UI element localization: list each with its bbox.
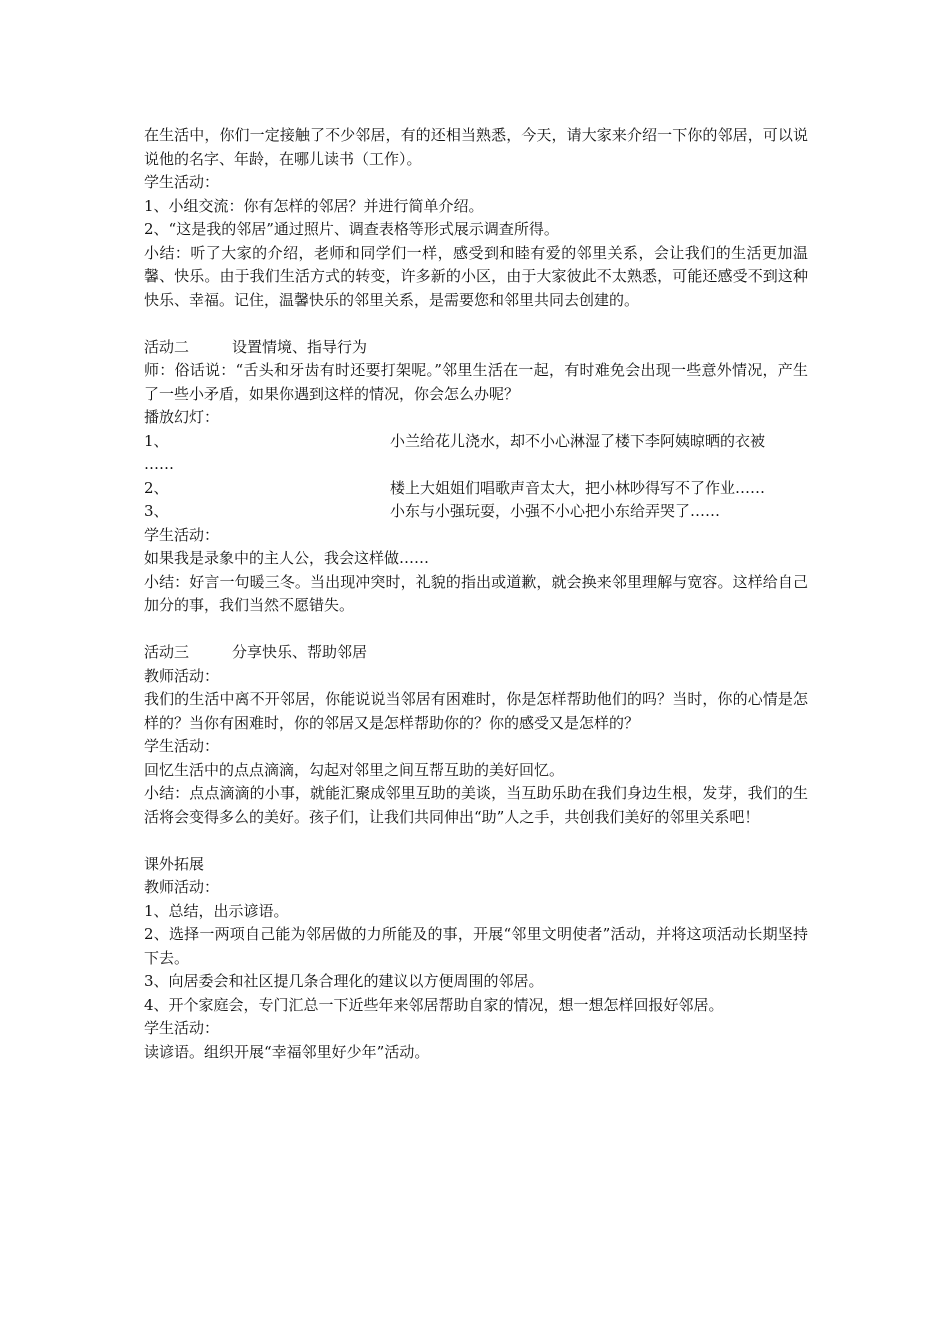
teacher-activity-label: 教师活动： [144,666,220,685]
intro-paragraph: 在生活中，你们一定接触了不少邻居，有的还相当熟悉，今天，请大家来介绍一下你的邻居，可以说说他的名字、年龄，在哪儿读书（工作）。 [144,126,808,168]
list-item: 1、总结，出示谚语。 [144,901,289,920]
teacher-activity-text: 我们的生活中离不开邻居，你能说说当邻居有困难时，你是怎样帮助他们的吗？当时，你的心情是怎样的？当你有困难时，你的邻居又是怎样帮助你的？你的感受又是怎样的？ [144,690,808,732]
spacer [144,829,808,853]
summary-paragraph: 小结：好言一句暖三冬。当出现冲突时，礼貌的指出或道歉，就会换来邻里理解与宽容。这样给自己加分的事，我们当然不愿错失。 [144,572,808,614]
slide-item [144,477,808,501]
slide-item [144,430,808,454]
teacher-activity-label: 教师活动： [144,878,220,896]
slide-number: 1、 [144,431,169,450]
list-item: 1、小组交流：你有怎样的邻居？并进行简单介绍。 [144,196,484,215]
slide-text: 小兰给花儿浇水，却不小心淋湿了楼下李阿姨晾晒的衣被 [390,431,766,450]
list-item: 4、开个家庭会，专门汇总一下近些年来邻居帮助自家的情况，想一想怎样回报好邻居。 [144,995,724,1014]
slide-item [144,500,808,524]
activity3-label: 活动三 [144,643,190,661]
student-activity-label: 学生活动： [144,173,220,191]
extension-heading: 课外拓展 [144,854,205,873]
student-activity-label: 学生活动： [144,737,220,755]
activity2-title: 设置情境、指导行为 [232,337,368,356]
slide-continuation: …… [144,455,174,473]
summary-paragraph: 小结：点点滴滴的小事，就能汇聚成邻里互助的美谈，当互助乐助在我们身边生根，发芽，我们的生活将会变得多么的美好。孩子们，让我们共同伸出“助”人之手，共创我们美好的邻里关系吧！ [144,784,808,826]
slide-text: 小东与小强玩耍，小强不小心把小东给弄哭了…… [390,502,721,520]
spacer [144,312,808,336]
list-item: 2、选择一两项自己能为邻居做的力所能及的事，开展“邻里文明使者”活动，并将这项活动长期坚持下去。 [144,925,808,967]
spacer [144,618,808,642]
slides-label: 播放幻灯： [144,408,220,426]
list-item: 2、“这是我的邻居”通过照片、调查表格等形式展示调查所得。 [144,220,559,238]
student-activity-text: 如果我是录象中的主人公，我会这样做…… [144,549,430,567]
activity3-title: 分享快乐、帮助邻居 [232,643,368,661]
student-activity-text: 读谚语。组织开展“幸福邻里好少年”活动。 [144,1042,430,1061]
teacher-paragraph: 师：俗话说：“舌头和牙齿有时还要打架呢。”邻里生活在一起，有时难免会出现一些意外情况，产生了一些小矛盾，如果你遇到这样的情况，你会怎么办呢？ [144,361,808,403]
summary-paragraph: 小结：听了大家的介绍，老师和同学们一样，感受到和睦有爱的邻里关系，会让我们的生活更加温馨、快乐。由于我们生活方式的转变，许多新的小区，由于大家彼此不太熟悉，可能还感受不到这种快乐、幸福。记住，温馨快乐的邻里关系，是需要您和邻里共同去创建的。 [144,243,808,309]
student-activity-label: 学生活动： [144,525,220,544]
list-item: 3、向居委会和社区提几条合理化的建议以方便周围的邻居。 [144,972,544,990]
slide-number: 2、 [144,478,169,497]
student-activity-label: 学生活动： [144,1019,220,1037]
activity2-heading [144,336,808,360]
slide-text: 楼上大姐姐们唱歌声音太大，把小林吵得写不了作业…… [390,478,766,497]
student-activity-text: 回忆生活中的点点滴滴，勾起对邻里之间互帮互助的美好回忆。 [144,760,565,779]
activity3-heading [144,641,808,665]
document-body [144,124,808,1064]
slide-number: 3、 [144,502,169,520]
activity2-label: 活动二 [144,337,190,356]
